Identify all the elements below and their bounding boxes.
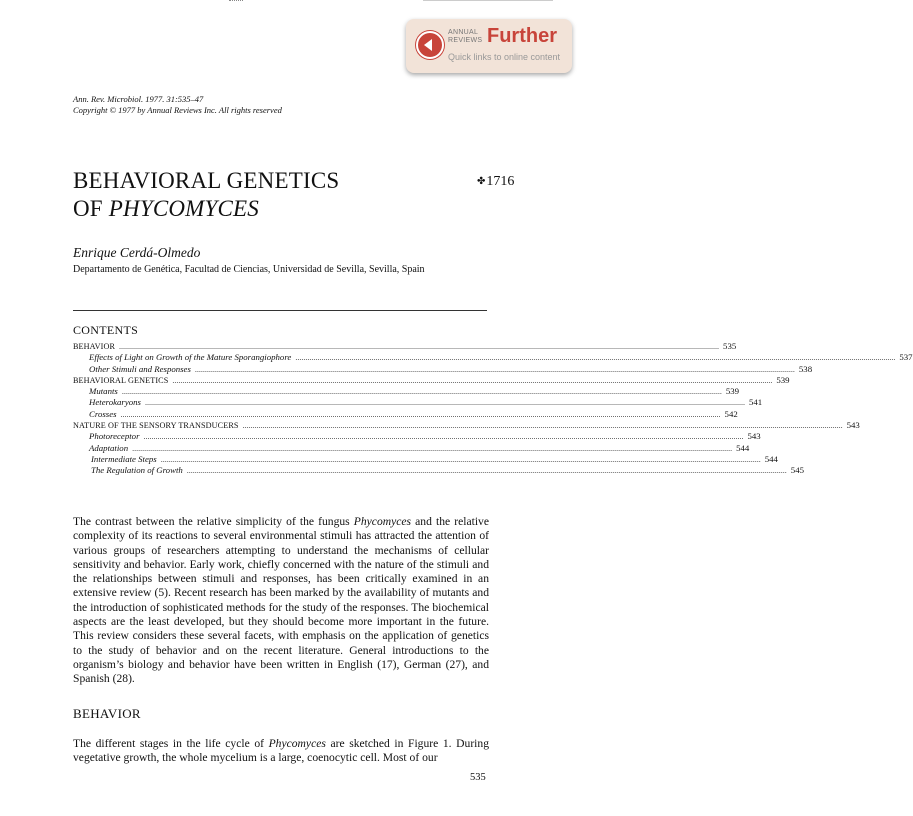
toc-leader-dots: ............................................................................................................................................................................................................................................................................................................ (295, 353, 896, 363)
toc-entry[interactable] (73, 442, 750, 454)
toc-leader-dots: ............................................................................................................................................................................................................................................................................................................ (132, 443, 733, 453)
copyright-line: Copyright © 1977 by Annual Reviews Inc. All rights reserved (73, 105, 282, 115)
article-code (477, 174, 514, 190)
contents-heading: CONTENTS (73, 323, 139, 337)
toc-entry-label: BEHAVIOR (73, 342, 116, 351)
toc-entry-label: Mutants (89, 386, 118, 397)
toc-entry[interactable] (73, 386, 740, 397)
body-paragraph-2 (73, 737, 489, 766)
top-scan-mark (229, 0, 243, 1)
p2-genus: Phycomyces (268, 737, 326, 750)
article-title (73, 167, 339, 223)
arrow-left-icon (416, 31, 444, 59)
toc-leader-dots: ............................................................................................................................................................................................................................................................................................................ (160, 454, 761, 464)
p1-text-a: The contrast between the relative simplicity of the fungus (73, 515, 354, 528)
divider (73, 310, 487, 311)
code-symbol: ✤ (477, 176, 486, 187)
page-number: 535 (470, 772, 486, 783)
toc-leader-dots: ............................................................................................................................................................................................................................................................................................................ (242, 421, 843, 431)
toc-entry-label: Photoreceptor (89, 431, 140, 442)
toc-leader-dots: ............................................................................................................................................................................................................................................................................................................ (144, 398, 745, 408)
toc-entry[interactable] (73, 420, 860, 431)
p1-genus: Phycomyces (353, 515, 412, 528)
toc-entry[interactable] (73, 341, 737, 352)
toc-entry-label: Adaptation (89, 442, 129, 453)
toc-entry-label: NATURE OF THE SENSORY TRANSDUCERS (73, 421, 239, 431)
annual-reviews-logo-text (448, 29, 482, 45)
journal-citation (73, 94, 282, 116)
toc-entry[interactable] (73, 374, 790, 386)
p1-text-c: and the relative complexity of its reactions to several environmental stimuli has attracted the attention of various groups of researchers attempting to understand the mechanisms of cellular sensitivity and behavior. Early work, chiefly concerned with the nature of the stimuli and the relationships between stimuli and responses, has been critically examined in an extensive review (5). Recent research has been marked by the availability of mutants and the introduction of sophisticated methods for the study of the responses. The biochemical aspects are the least developed, but they should become more important in the future. This review considers these several facets, with emphasis on the application of genetics to the study of behavior and on the recent literature. General introductions to the organism’s biology and behavior have been written in English (17), German (27), and Spanish (28). (73, 515, 489, 686)
journal-citation-line: Ann. Rev. Microbiol. 1977. 31:535–47 (73, 94, 204, 104)
toc-entry-page: 544 (764, 453, 778, 464)
p2-text-c: are sketched in Figure 1. During vegetative growth, the whole mycelium is a large, coenocytic cell. Most of our (73, 737, 489, 765)
toc-entry-label: Intermediate Steps (91, 453, 157, 464)
toc-entry-label: The Regulation of Growth (91, 465, 183, 476)
toc-entry-page: 537 (899, 352, 913, 363)
toc-entry[interactable] (73, 465, 804, 476)
toc-entry[interactable] (73, 397, 763, 408)
toc-entry-page: 543 (846, 420, 860, 431)
toc-entry-page: 541 (748, 397, 763, 408)
toc-entry-page: 535 (723, 341, 737, 351)
toc-entry-label: Effects of Light on Growth of the Mature Sporangiophore (89, 352, 292, 363)
title-line-1: BEHAVIORAL GENETICS (73, 168, 340, 193)
author-name: Enrique Cerdá-Olmedo (73, 245, 201, 260)
author-affiliation: Departamento de Genética, Facultad de Ciencias, Universidad de Sevilla, Sevilla, Spain (73, 264, 425, 275)
title-line-2-prefix: OF (73, 196, 109, 221)
code-number: 1716 (486, 174, 515, 189)
toc-entry[interactable] (73, 453, 778, 465)
toc-leader-dots: ............................................................................................................................................................................................................................................................................................................ (121, 387, 722, 397)
annual-reviews-further-badge[interactable] (406, 19, 572, 73)
further-subtitle: Quick links to online content (448, 52, 561, 62)
toc-leader-dots: ............................................................................................................................................................................................................................................................................................................ (194, 364, 795, 374)
toc-leader-dots: ............................................................................................................................................................................................................................................................................................................ (172, 375, 773, 385)
toc-entry-page: 542 (724, 408, 738, 419)
toc-entry[interactable] (73, 363, 813, 375)
logo-line-annual: ANNUAL (448, 29, 479, 36)
title-genus: PHYCOMYCES (108, 196, 260, 221)
top-scan-line (423, 0, 553, 1)
p2-text-a: The different stages in the life cycle of (73, 737, 269, 750)
toc-entry[interactable] (73, 408, 738, 420)
toc-entry-page: 538 (798, 363, 813, 374)
logo-line-reviews: REVIEWS (448, 37, 483, 44)
section-heading-behavior: BEHAVIOR (73, 706, 141, 721)
toc-entry-label: Heterokaryons (89, 397, 141, 408)
body-paragraph-1 (73, 515, 489, 687)
toc-leader-dots: ............................................................................................................................................................................................................................................................................................................ (143, 432, 744, 442)
toc-entry-page: 544 (736, 442, 750, 453)
toc-entry-page: 545 (790, 465, 804, 476)
toc-entry-label: Other Stimuli and Responses (89, 363, 191, 374)
toc-entry-page: 543 (747, 431, 761, 442)
toc-leader-dots: ............................................................................................................................................................................................................................................................................................................ (186, 466, 787, 476)
toc-entry-page: 539 (776, 374, 790, 385)
toc-leader-dots: ............................................................................................................................................................................................................................................................................................................ (119, 342, 720, 351)
further-label: Further (487, 25, 557, 47)
title-line-2 (73, 195, 339, 223)
toc-leader-dots: ............................................................................................................................................................................................................................................................................................................ (120, 409, 721, 419)
toc-entry-label: BEHAVIORAL GENETICS (73, 375, 169, 385)
table-of-contents (73, 341, 913, 477)
toc-entry-page: 539 (725, 386, 740, 397)
toc-entry[interactable] (73, 352, 913, 363)
toc-entry[interactable] (73, 431, 761, 442)
toc-entry-label: Crosses (89, 408, 117, 419)
